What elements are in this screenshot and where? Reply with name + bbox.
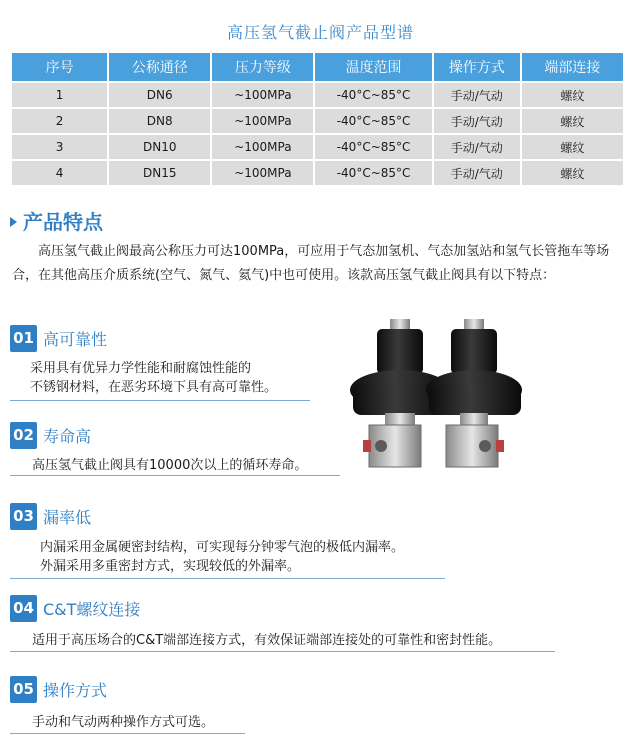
table-row	[12, 107, 623, 133]
page-title: 高压氢气截止阀产品型谱	[226, 23, 414, 42]
col-header-diameter: 公称通径	[109, 53, 210, 81]
feature-heading-01	[10, 324, 107, 352]
table-row	[12, 133, 623, 159]
feature-line: 高压氢气截止阀具有10000次以上的循环寿命。	[32, 458, 308, 473]
table-cell: 手动/气动	[434, 159, 520, 185]
table-cell: -40°C~85°C	[315, 81, 431, 107]
feature-text-02	[32, 456, 307, 475]
triangle-arrow-icon	[10, 217, 17, 227]
table-cell: 螺纹	[522, 133, 623, 159]
table-row	[12, 81, 623, 107]
divider-line	[10, 651, 555, 652]
spec-table	[10, 53, 625, 185]
feature-line: 外漏采用多重密封方式，实现较低的外漏率。	[40, 559, 301, 574]
feature-number-badge: 03	[10, 503, 37, 530]
divider-line	[10, 578, 445, 579]
feature-line: 手动和气动两种操作方式可选。	[32, 715, 215, 730]
table-cell: 4	[12, 159, 107, 185]
feature-line: 采用具有优异力学性能和耐腐蚀性能的	[30, 361, 252, 376]
table-cell: 手动/气动	[434, 133, 520, 159]
feature-title: C&T螺纹连接	[43, 599, 141, 619]
feature-text-03	[40, 538, 404, 576]
table-cell: ~100MPa	[212, 107, 313, 133]
feature-line: 内漏采用金属硬密封结构，可实现每分钟零气泡的极低内漏率。	[40, 540, 405, 555]
feature-title: 寿命高	[43, 426, 92, 446]
table-cell: -40°C~85°C	[315, 133, 431, 159]
feature-number-badge: 01	[10, 325, 37, 352]
feature-line: 适用于高压场合的C&T端部连接方式，有效保证端部连接处的可靠性和密封性能。	[32, 633, 502, 648]
table-cell: 螺纹	[522, 159, 623, 185]
feature-title: 漏率低	[43, 507, 92, 527]
table-cell: 手动/气动	[434, 81, 520, 107]
table-cell: -40°C~85°C	[315, 107, 431, 133]
table-cell: -40°C~85°C	[315, 159, 431, 185]
feature-heading-04	[10, 594, 140, 622]
divider-line	[10, 733, 245, 734]
feature-text-01	[30, 359, 277, 397]
table-cell: DN6	[109, 81, 210, 107]
section-heading	[10, 206, 103, 235]
feature-heading-02	[10, 421, 91, 449]
table-header-row	[12, 53, 623, 81]
feature-heading-05	[10, 675, 107, 703]
feature-title: 操作方式	[43, 680, 108, 700]
feature-text-05	[32, 713, 214, 732]
table-cell: ~100MPa	[212, 81, 313, 107]
col-header-temperature: 温度范围	[315, 53, 431, 81]
table-cell: 手动/气动	[434, 107, 520, 133]
table-cell: DN15	[109, 159, 210, 185]
divider-line	[10, 400, 310, 401]
table-cell: 螺纹	[522, 81, 623, 107]
feature-text-04	[32, 631, 501, 650]
table-cell: 3	[12, 133, 107, 159]
valve-product-image	[343, 315, 538, 480]
col-header-operation: 操作方式	[434, 53, 520, 81]
section-title: 产品特点	[23, 210, 103, 234]
table-cell: 螺纹	[522, 107, 623, 133]
col-header-connection: 端部连接	[522, 53, 623, 81]
feature-number-badge: 04	[10, 595, 37, 622]
table-cell: 1	[12, 81, 107, 107]
feature-number-badge: 05	[10, 676, 37, 703]
table-cell: 2	[12, 107, 107, 133]
valve-right	[426, 319, 522, 467]
table-cell: DN10	[109, 133, 210, 159]
table-cell: DN8	[109, 107, 210, 133]
table-cell: ~100MPa	[212, 133, 313, 159]
feature-number-badge: 02	[10, 422, 37, 449]
table-cell: ~100MPa	[212, 159, 313, 185]
feature-title: 高可靠性	[43, 329, 108, 349]
table-row	[12, 159, 623, 185]
feature-line: 不锈钢材料，在恶劣环境下具有高可靠性。	[30, 380, 278, 395]
col-header-pressure: 压力等级	[212, 53, 313, 81]
divider-line	[10, 475, 340, 476]
feature-heading-03	[10, 502, 91, 530]
intro-paragraph: 高压氢气截止阀最高公称压力可达100MPa，可应用于气态加氢机、气态加氢站和氢气长管拖车等场合，在其他高压介质系统(空气、氮气、氦气)中也可使用。该款高压氢气截止阀具有以下特点：	[12, 244, 610, 283]
col-header-index: 序号	[12, 53, 107, 81]
